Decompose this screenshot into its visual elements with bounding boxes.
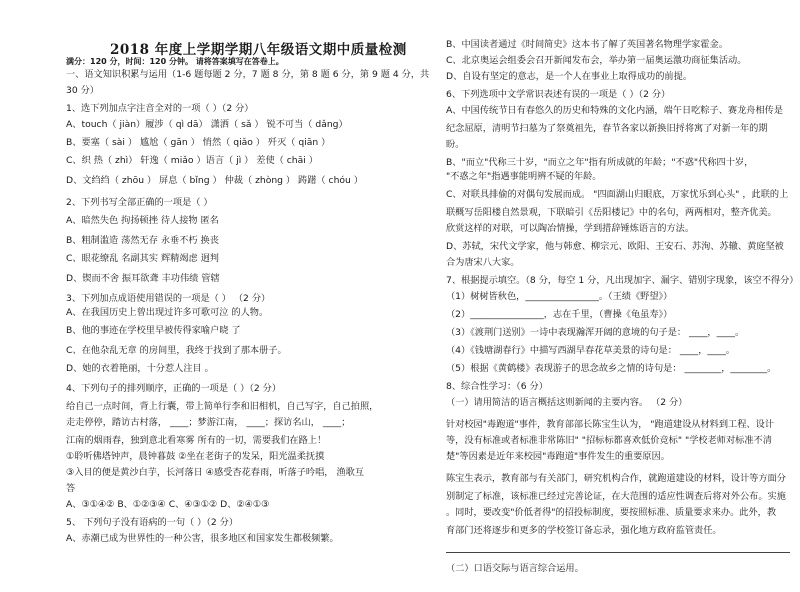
left-text-line: A、赤潮已成为世界性的一种公害，很多地区和国家发生都极频繁。 — [66, 533, 339, 544]
left-text-line: A、暗然失色 拘扬顿挫 待人接物 匿名 — [66, 215, 219, 226]
right-text-line: D、苏轼，宋代文学家，他与韩愈、柳宗元、欧阳、王安石、苏洵、苏辙、黄庭坚被 — [446, 241, 784, 252]
right-text-line: （1）树树皆秋色，________________。（王绩《野望》） — [446, 291, 673, 302]
right-text-line: B、中国读者通过《时间简史》这本书了解了英国著名物理学家霍金。 — [446, 39, 728, 50]
right-text-line: 针对校园"毒跑道"事件，教育部部长陈宝生认为， "跑道建设从材料到工程、设计 — [446, 419, 774, 430]
right-text-line: （一）请用简洁的语言概括这则新闻的主要内容。 （2 分） — [446, 397, 688, 408]
left-text-line: 走走停停，踏访古村落， ____；梦游江南， ____；探访名山， ____； — [66, 417, 351, 428]
right-text-line: 别制定了标准，该标准已经过完善论证，在大范围的适应性调查后将对外公布。实施 — [446, 491, 786, 502]
left-text-line: 30 分） — [66, 85, 99, 96]
left-text-line: A、在我国历史上曾出现过许多可歌可泣 的人物。 — [66, 307, 269, 318]
left-text-line: 江南的烟雨春，独到意北看寒雾 所有的一切，需要我们在路上！ — [66, 435, 327, 446]
right-text-line: （4）《钱塘湖春行》中描写西湖早春花草美景的诗句是： ____，____。 — [446, 345, 735, 356]
left-text-line: D、锲而不舍 振耳欲聋 丰功伟绩 管辖 — [66, 273, 220, 284]
left-text-line: 3、下列加点成语使用错误的一项是（ ） （2 分） — [66, 293, 271, 304]
left-text-line: 5、 下列句子没有语病的一句（ ）（2 分） — [66, 517, 239, 528]
right-text-line: 。同时，要改变"价低者得"的招投标制度，要按照标准、质量要求来办。此外，教 — [446, 507, 777, 518]
right-text-line: （3）《渡荆门送别》一诗中表现瀚浑开阔的意境的句子是： ____，____。 — [446, 327, 745, 338]
left-text-line: 2、下列书写全部正确的一项是（ ） — [66, 197, 213, 208]
right-text-line: C、对联具排偷的对偶句发展而成。 "四面湖山归眼底，万家忧乐到心头" ，此联的上 — [446, 189, 789, 200]
left-text-line: 1、选下列加点字注音全对的一项（ ）（2 分） — [66, 103, 254, 114]
left-text-line: 一、语文知识积累与运用（1-6 题每题 2 分，7 题 8 分，第 8 题 6 分，第 9 题 4 分，共 — [66, 69, 430, 80]
right-text-line: 育部门还将逐步和更多的学校签订备忘录，强化地方政府监管责任。 — [446, 525, 722, 536]
right-text-line: D、自设有坚定的意志，是一个人在事业上取得成功的前提。 — [446, 71, 692, 82]
right-text-line: 6、下列选项中文学常识表述有误的一项是（ ）（2 分） — [446, 89, 671, 100]
right-text-line: 8、综合性学习：（6 分） — [446, 381, 548, 392]
exam-title: 2018 年度上学期学期八年级语文期中质量检测 — [110, 42, 407, 58]
left-text-line: ③入目的便是黄沙白芋，长河落日 ④感受杏花春雨，听落子吟唱， 渔歌互 — [66, 467, 364, 478]
left-text-line: A、③①④② B、①②③④ C、④③①② D、②④①③ — [66, 499, 270, 510]
left-text-line: 给自己一点时间，背上行囊，带上简单行李和旧相机，自己写字，自己拍照， — [66, 401, 379, 412]
right-text-line: 纪念屈原，清明节扫墓为了祭奠祖先，春节各家以新换旧捋将寓了对新一年的期 — [446, 123, 768, 134]
right-text-line: "不惑之年"指遇事能明辨不疑的年龄。 — [446, 171, 602, 182]
right-text-line: B、"而立"代称三十岁，"而立之年"指有所成就的年龄；"不惑"代称四十岁， — [446, 157, 754, 168]
left-text-line: A、touch（ jiàn）履涉（ qì dā） 潇洒（ sǎ ） 锐不可当（ dǎng） — [66, 119, 348, 130]
left-text-line: B、粗制滥造 荡然无存 永垂不朽 换丧 — [66, 235, 219, 246]
left-text-line: D、文绉绉（ zhōu ） 屏息（ bǐng ） 仲裁（ zhòng ） 踌躇（ chóu ） — [66, 175, 363, 186]
right-text-line: 联概写岳阳楼自然景观，下联暗引《岳阳楼记》中的名句，两两相对，整齐优美。 — [446, 207, 777, 218]
right-text-line: 等，没有标准或者标准非常陈旧" "招标标都喜欢低价竞标" "学校老师对标准不清 — [446, 435, 772, 446]
right-text-line: 欣赏这样的对联，可以陶冶情操，学到措辞锤炼语言的方法。 — [446, 223, 695, 234]
left-text-line: B、要塞（ sài ） 尴尬（ gān ） 悄然（ qiǎo ） 歼灭（ qiān ） — [66, 137, 331, 148]
right-text-line: 盼。 — [446, 139, 465, 150]
right-text-line: C、北京奥运会组委会召开新闻发布会，举办第一届奥运激功商征集活动。 — [446, 55, 747, 66]
left-text-line: C、在他杂乱无章 的房间里，我终于找到了那本册子。 — [66, 345, 287, 356]
left-text-line: C、织 热（ zhì） 轩逸（ miǎo ）语言（ jì ） 差使（ chāi ） — [66, 155, 318, 166]
left-text-line: 答 — [66, 483, 76, 494]
right-text-line: 陈宝生表示，教育部与有关部门，研究机构合作，就跑道建设的材料，设计等方面分 — [446, 473, 786, 484]
section-divider — [446, 552, 790, 553]
exam-note: 满分：120 分，时间：120 分钟。 请将答案填写在答卷上。 — [66, 57, 284, 66]
right-text-line: （2）________________，志在千里，（曹操《龟虽寿》） — [446, 309, 673, 320]
left-text-line: C、眼花缭乱 名副其实 辉精竭虑 迥判 — [66, 253, 219, 264]
left-text-line: ①聆听佛塔钟声，晨钟暮鼓 ②坐在老街子的发呆，阳光温柔抚摸 — [66, 451, 325, 462]
left-text-line: D、她的衣着艳丽，十分惹人注目 。 — [66, 363, 214, 374]
right-text-line: （5）根据《黄鹤楼》表现游子的思念故乡之情的诗句是： ________，________。 — [446, 363, 777, 374]
right-text-line: 合为唐宋八大家。 — [446, 257, 520, 268]
right-text-line: A、中国传统节日有春悠久的历史和特殊的文化内涵，端午日吃粽子、赛龙舟相传是 — [446, 105, 784, 116]
right-text-line: （二）口语交际与语言综合运用。 — [446, 563, 584, 574]
right-text-line: 楚"等因素是近年来校园"毒跑道"事件发生的重要原因。 — [446, 451, 670, 462]
left-text-line: 4、下列句子的排列顺序，正确的一项是（ ）（2 分） — [66, 383, 282, 394]
left-text-line: B、他的事迹在学校里早被传得家喻户晓 了 — [66, 325, 241, 336]
right-text-line: 7、根据提示填空。（8 分，每空 1 分，凡出现加字、漏字、错别字现象，该空不得分） — [446, 275, 799, 286]
